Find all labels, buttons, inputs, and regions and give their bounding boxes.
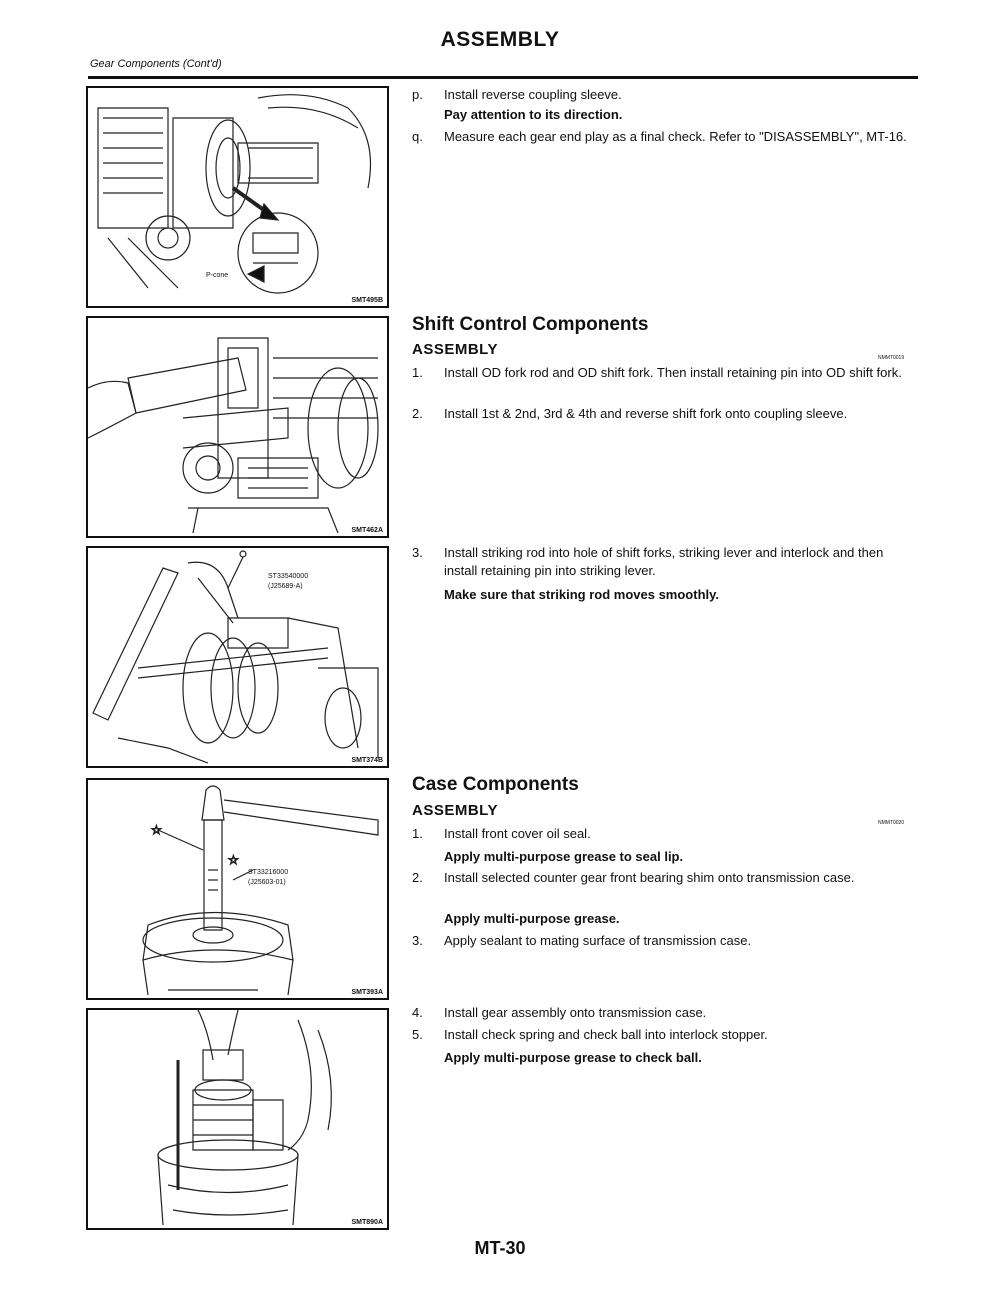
step-number: 2.: [412, 870, 423, 885]
shift-step-3: [412, 544, 920, 580]
figure-code: SMT462A: [351, 527, 383, 534]
case-step-2-note: Apply multi-purpose grease.: [444, 911, 620, 926]
figure-code: SMT374B: [351, 757, 383, 764]
step-text: Install reverse coupling sleeve.: [444, 87, 622, 102]
step-number: 1.: [412, 365, 423, 380]
step-number: 5.: [412, 1027, 423, 1042]
step-text: Install striking rod into hole of shift forks, striking lever and interlock and then install retaining pin into striking lever.: [444, 545, 884, 578]
step-text: Apply sealant to mating surface of transmission case.: [444, 933, 752, 948]
step-text: Install OD fork rod and OD shift fork. Then install retaining pin into OD shift fork.: [444, 365, 902, 380]
case-step-1-note: Apply multi-purpose grease to seal lip.: [444, 849, 684, 864]
step-q: [412, 128, 920, 146]
figure-gear-assembly-install: [86, 1008, 389, 1230]
case-step-5-note: Apply multi-purpose grease to check ball.: [444, 1050, 702, 1065]
figure-code: SMT890A: [351, 1219, 383, 1226]
figure-code: SMT393A: [351, 989, 383, 996]
shift-step-1: [412, 364, 920, 382]
step-text: Install front cover oil seal.: [444, 826, 591, 841]
case-step-5: [412, 1026, 920, 1044]
reference-marker: NMMT0020: [878, 820, 905, 826]
figure-front-oil-seal: [86, 778, 389, 1000]
callout-p-cone: P-cone: [206, 272, 229, 279]
section-title-shift-control: Shift Control Components: [412, 314, 649, 335]
step-number: q.: [412, 129, 423, 144]
step-number: p.: [412, 87, 423, 102]
case-step-4: [412, 1004, 920, 1022]
shift-step-2: [412, 405, 920, 423]
step-number: 2.: [412, 406, 423, 421]
step-p: [412, 86, 920, 104]
page-number: MT-30: [474, 1238, 526, 1258]
svg-text:☆: ☆: [151, 823, 162, 837]
shift-step-3-note: Make sure that striking rod moves smoothly.: [444, 587, 719, 602]
step-text: Install check spring and check ball into interlock stopper.: [444, 1027, 768, 1042]
case-step-2: [412, 869, 920, 887]
step-number: 3.: [412, 933, 423, 948]
section-subheader: Gear Components (Cont'd): [90, 58, 222, 70]
step-number: 1.: [412, 826, 423, 841]
callout-tool-number-alt: (J25603-01): [248, 879, 286, 886]
reference-marker: NMMT0019: [878, 355, 905, 361]
callout-tool-number: ST33216000: [248, 869, 289, 876]
step-text: Install selected counter gear front bearing shim onto transmission case.: [444, 870, 855, 885]
figure-striking-rod: [86, 546, 389, 768]
svg-text:☆: ☆: [228, 853, 239, 867]
step-number: 3.: [412, 545, 423, 560]
figure-reverse-coupling-sleeve: [86, 86, 389, 308]
step-text: Install 1st & 2nd, 3rd & 4th and reverse shift fork onto coupling sleeve.: [444, 406, 848, 421]
step-number: 4.: [412, 1005, 423, 1020]
subsection-title-assembly: ASSEMBLY: [412, 802, 498, 819]
page-title: ASSEMBLY: [440, 28, 560, 51]
callout-tool-number-alt: (J25689-A): [268, 583, 303, 590]
step-text: Install gear assembly onto transmission case.: [444, 1005, 707, 1020]
callout-tool-number: ST33540000: [268, 573, 309, 580]
step-p-note: Pay attention to its direction.: [444, 107, 623, 122]
header-rule: [88, 76, 918, 79]
section-title-case: Case Components: [412, 774, 579, 795]
subsection-title-assembly: ASSEMBLY: [412, 341, 498, 358]
figure-shift-fork-install: [86, 316, 389, 538]
figure-code: SMT495B: [351, 297, 383, 304]
case-step-3: [412, 932, 920, 950]
step-text: Measure each gear end play as a final check. Refer to "DISASSEMBLY", MT-16.: [444, 129, 907, 144]
case-step-1: [412, 825, 920, 843]
